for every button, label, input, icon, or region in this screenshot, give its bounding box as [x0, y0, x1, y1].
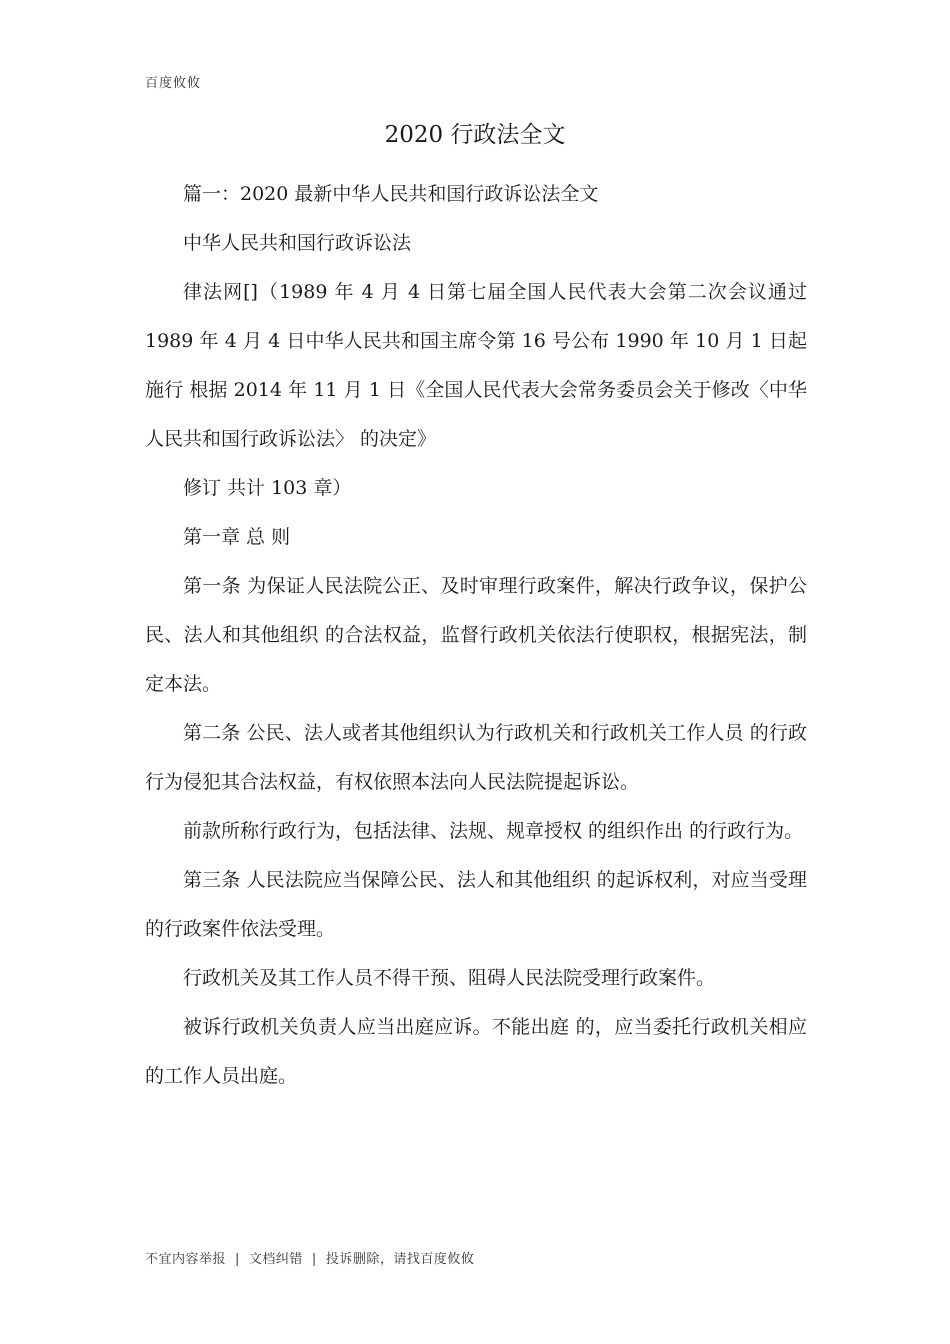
page-footer: [145, 1248, 474, 1267]
report-content-link[interactable]: 不宜内容举报: [145, 1252, 227, 1267]
paragraph: 第二条 公民、法人或者其他组织认为行政机关和行政机关工作人员 的行政行为侵犯其合法权益，有权依照本法向人民法院提起诉讼。: [145, 722, 807, 793]
paragraph: 第三条 人民法院应当保障公民、法人和其他组织 的起诉权利，对应当受理 的行政案件依法受理。: [145, 869, 807, 940]
paragraph: 中华人民共和国行政诉讼法: [183, 232, 412, 254]
paragraph: 前款所称行政行为，包括法律、法规、规章授权 的组织作出 的行政行为。: [183, 820, 804, 842]
complaint-delete-link[interactable]: 投诉删除: [325, 1252, 380, 1267]
paragraph: 律法网[]（1989 年 4 月 4 日第七届全国人民代表大会第二次会议通过 1989 年 4 月 4 日中华人民共和国主席令第 16 号公布 1990 年 10 月 1 日起施行 根据 2014 年 11 月 1 日《全国人民代表大会常务委员会关于修改〈中华人民共和国行政诉讼法〉 的决定》: [145, 281, 807, 450]
paragraph: 修订 共计 103 章）: [183, 477, 352, 499]
paragraph: 被诉行政机关负责人应当出庭应诉。不能出庭 的，应当委托行政机关相应 的工作人员出庭。: [145, 1016, 807, 1087]
paragraph: 行政机关及其工作人员不得干预、阻碍人民法院受理行政案件。: [183, 967, 716, 989]
document-title: 2020 行政法全文: [384, 122, 566, 148]
document-correction-link[interactable]: 文档纠错: [248, 1252, 303, 1267]
paragraph: 第一条 为保证人民法院公正、及时审理行政案件，解决行政争议，保护公民、法人和其他组织 的合法权益，监督行政机关依法行使职权，根据宪法，制定本法。: [145, 575, 807, 695]
paragraph: 篇一：2020 最新中华人民共和国行政诉讼法全文: [183, 183, 599, 205]
document-body: [145, 170, 807, 1101]
paragraph: 第一章 总 则: [183, 526, 291, 548]
footer-contact-text: ，请找百度攸攸: [379, 1252, 475, 1267]
footer-separator: |: [235, 1252, 240, 1267]
page-header: 百度攸攸: [145, 76, 202, 91]
footer-separator: |: [311, 1252, 317, 1267]
